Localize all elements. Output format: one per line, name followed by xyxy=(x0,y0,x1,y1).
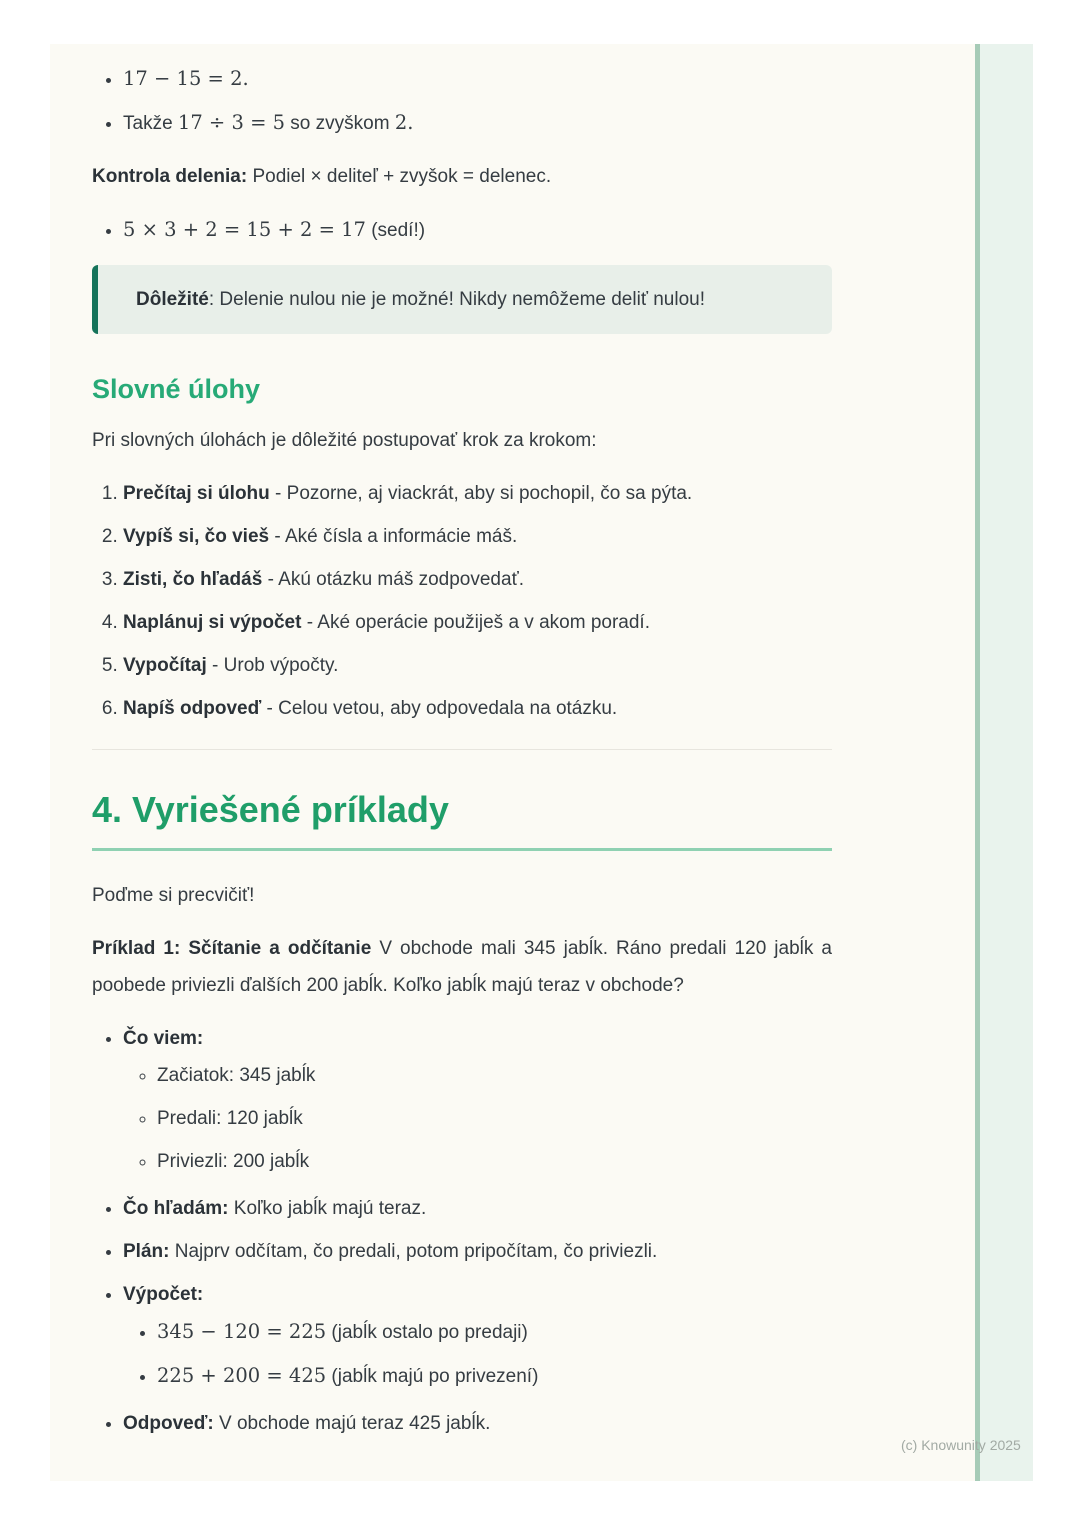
list-item xyxy=(123,60,832,98)
list-item xyxy=(123,211,832,249)
text-run: V obchode majú teraz 425 jabĺk. xyxy=(213,1413,491,1434)
math-expression: 2. xyxy=(394,111,414,134)
math-expression: 345 − 120 = 225 xyxy=(157,1320,327,1343)
co-viem-item xyxy=(123,1020,832,1180)
step-item xyxy=(123,475,832,512)
step-title: Napíš odpoveď xyxy=(123,698,262,719)
example-1-solution-list xyxy=(92,1020,832,1442)
math-expression: 225 + 200 = 425 xyxy=(157,1364,327,1387)
co-viem-sublist xyxy=(123,1057,832,1180)
sub-item: ◦ Predali: 120 jabĺk xyxy=(157,1100,832,1137)
step-title: Zisti, čo hľadáš xyxy=(123,569,263,590)
co-hladam-label: Čo hľadám: xyxy=(123,1198,229,1219)
sub-item xyxy=(157,1357,832,1395)
co-hladam-item xyxy=(123,1190,832,1227)
step-title: Vypíš si, čo vieš xyxy=(123,526,270,547)
odpoved-label: Odpoveď: xyxy=(123,1413,214,1434)
step-title: Naplánuj si výpočet xyxy=(123,612,302,633)
text-run: Podiel × deliteľ + zvyšok = delenec. xyxy=(247,166,552,187)
math-expression: 5 × 3 + 2 = 15 + 2 = 17 xyxy=(123,218,366,241)
text-run: Najprv odčítam, čo predali, potom pripočítam, čo priviezli. xyxy=(169,1241,658,1262)
kontrola-label: Kontrola delenia: xyxy=(92,166,248,187)
section-heading-vyriesene-priklady: 4. Vyriešené príklady xyxy=(92,788,832,851)
next-page-edge-panel xyxy=(975,44,1033,1481)
text-run: (sedí!) xyxy=(365,220,426,241)
section-divider xyxy=(92,749,832,750)
text-run: (jabĺk majú po privezení) xyxy=(326,1366,539,1387)
callout-text: : Delenie nulou nie je možné! Nikdy nemôžeme deliť nulou! xyxy=(208,289,705,310)
remainder-example-list xyxy=(92,60,832,142)
odpoved-item xyxy=(123,1405,832,1442)
sub-item: ◦ Priviezli: 200 jabĺk xyxy=(157,1143,832,1180)
step-description: - Pozorne, aj viackrát, aby si pochopil, čo sa pýta. xyxy=(269,483,693,504)
step-description: - Aké operácie použiješ a v akom poradí. xyxy=(301,612,650,633)
vypocet-item xyxy=(123,1276,832,1395)
step-item xyxy=(123,690,832,727)
step-description: - Urob výpočty. xyxy=(206,655,339,676)
practice-lead-text: Poďme si precvičiť! xyxy=(92,885,255,906)
sub-item xyxy=(157,1313,832,1351)
text-run: Takže xyxy=(123,113,178,134)
step-title: Prečítaj si úlohu xyxy=(123,483,270,504)
callout-label: Dôležité xyxy=(136,289,209,310)
text-run: (jabĺk ostalo po predaji) xyxy=(326,1322,528,1343)
step-title: Vypočítaj xyxy=(123,655,207,676)
text-run: so zvyškom xyxy=(285,113,395,134)
step-item xyxy=(123,604,832,641)
example-1-paragraph xyxy=(92,930,832,1004)
word-problem-steps-list xyxy=(92,475,832,727)
example-1-title: Príklad 1: Sčítanie a odčítanie xyxy=(92,938,372,959)
vypocet-label: Výpočet: xyxy=(123,1284,204,1305)
step-item xyxy=(123,647,832,684)
slovne-ulohy-intro: Pri slovných úlohách je dôležité postupovať krok za krokom: xyxy=(92,430,597,451)
document-content xyxy=(92,44,832,1458)
section-heading-slovne-ulohy: Slovné úlohy xyxy=(92,374,261,404)
step-item xyxy=(123,561,832,598)
plan-item xyxy=(123,1233,832,1270)
vypocet-sublist xyxy=(123,1313,832,1395)
math-expression: 17 − 15 = 2. xyxy=(123,67,249,90)
math-expression: 17 ÷ 3 = 5 xyxy=(177,111,286,134)
important-callout xyxy=(92,265,832,334)
kontrola-delenia-paragraph xyxy=(92,158,832,195)
check-list xyxy=(92,211,832,249)
step-description: - Akú otázku máš zodpovedať. xyxy=(262,569,524,590)
sub-item: ◦ Začiatok: 345 jabĺk xyxy=(157,1057,832,1094)
list-item xyxy=(123,104,832,142)
text-run: Koľko jabĺk majú teraz. xyxy=(228,1198,427,1219)
step-description: - Celou vetou, aby odpovedala na otázku. xyxy=(261,698,618,719)
step-item xyxy=(123,518,832,555)
example-1-text: V obchode mali 345 jabĺk. Ráno predali 120 jabĺk a poobede priviezli ďalších 200 jabĺk. Koľko jabĺk majú teraz v obchode? xyxy=(92,938,832,996)
step-description: - Aké čísla a informácie máš. xyxy=(269,526,518,547)
copyright-watermark: (c) Knowunity 2025 xyxy=(901,1437,1021,1453)
plan-label: Plán: xyxy=(123,1241,170,1262)
co-viem-label: Čo viem: xyxy=(123,1028,204,1049)
